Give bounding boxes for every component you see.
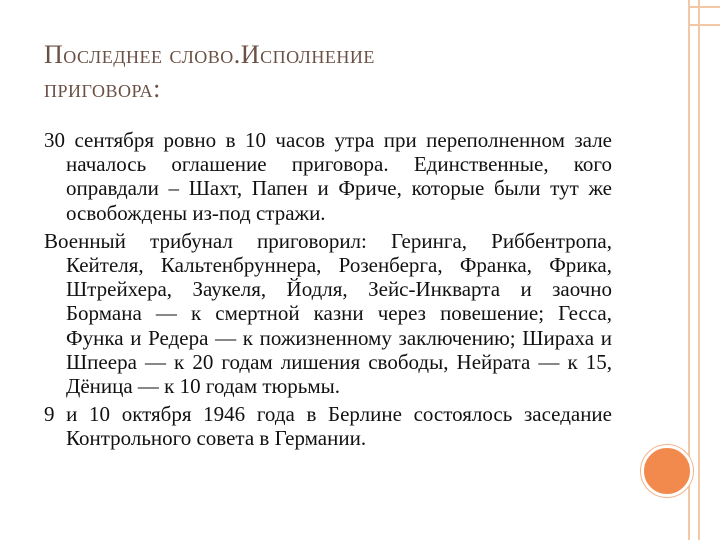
frame-line-horizontal-bottom <box>688 24 720 26</box>
paragraph-control-council: 9 и 10 октября 1946 года в Берлине состоялось заседание Контрольного совета в Германии. <box>44 402 612 451</box>
slide-title <box>44 38 644 106</box>
title-line-1: Последнее слово.Исполнение <box>44 40 375 69</box>
title-line-2: приговора: <box>44 74 161 103</box>
accent-circle-icon <box>641 445 693 497</box>
paragraph-sentences: Военный трибунал приговорил: Геринга, Риббентропа, Кейтеля, Кальтенбруннера, Розенберга, Франка, Фрика, Штрейхера, Заукеля, Йодля, Зейс-Инкварта и заочно Бормана — к смертной казни через повешение; Гесса, Функа и Редера — к пожизненному заключению; Шираха и Шпеера — к 20 годам лишения свободы, Нейрата — к 15, Дёница — к 10 годам тюрьмы. <box>44 228 612 399</box>
slide-body <box>44 128 612 455</box>
frame-line-vertical-right <box>698 0 700 540</box>
paragraph-verdict-reading: 30 сентября ровно в 10 часов утра при переполненном зале началось оглашение приговора. Единственные, кого оправдали – Шахт, Папен и Фриче, которые были тут же освобождены из-под стражи. <box>44 128 612 225</box>
frame-line-horizontal-top <box>688 6 720 8</box>
